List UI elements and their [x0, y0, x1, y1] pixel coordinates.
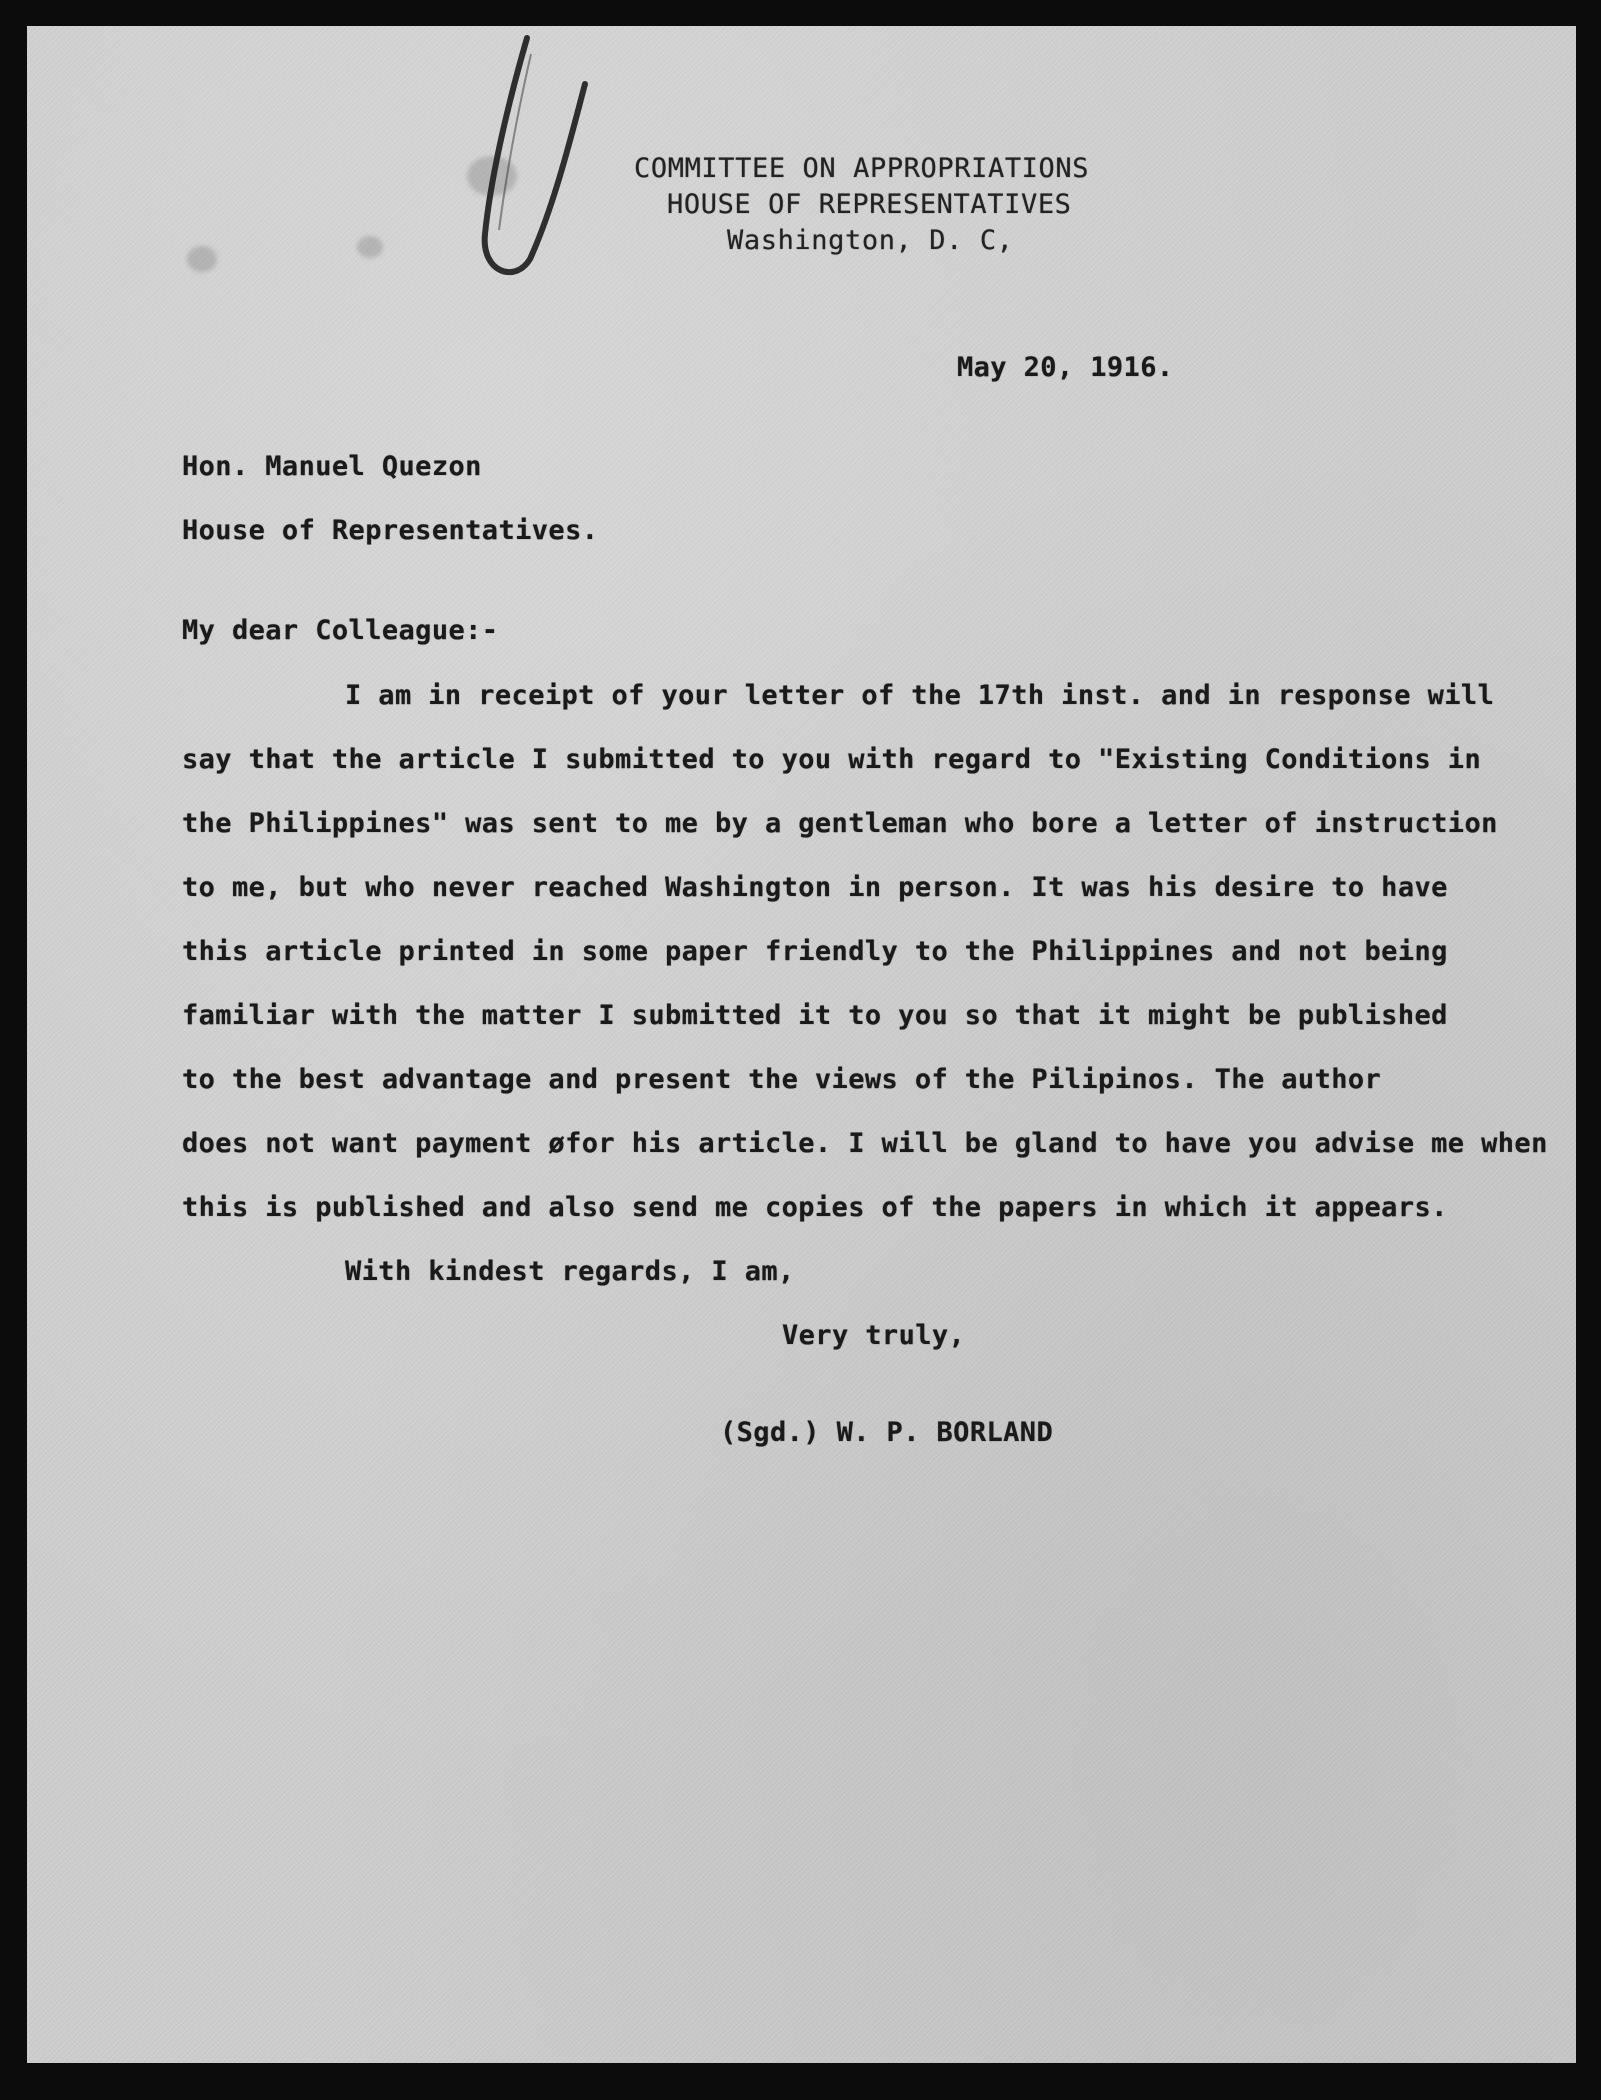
letterhead-house: HOUSE OF REPRESENTATIVES	[667, 189, 1072, 220]
ink-smudge	[357, 236, 383, 258]
recipient-body: House of Representatives.	[182, 515, 599, 546]
body-line: I am in receipt of your letter of the 17th inst. and in response will	[345, 680, 1495, 711]
body-line: this article printed in some paper friendly to the Philippines and not being	[182, 936, 1448, 967]
paper-clip-mark	[435, 34, 595, 294]
body-line: this is published and also send me copies of the papers in which it appears.	[182, 1192, 1448, 1223]
body-line: does not want payment øfor his article. I will be gland to have you advise me when	[182, 1128, 1548, 1159]
ink-smudge	[187, 246, 217, 272]
recipient-name: Hon. Manuel Quezon	[182, 451, 482, 482]
letter-date: May 20, 1916.	[957, 352, 1174, 383]
salutation: My dear Colleague:-	[182, 615, 499, 646]
body-line: to me, but who never reached Washington in person. It was his desire to have	[182, 872, 1448, 903]
body-line: to the best advantage and present the views of the Pilipinos. The author	[182, 1064, 1382, 1095]
ink-smudge	[467, 156, 517, 196]
letterhead-committee: COMMITTEE ON APPROPRIATIONS	[634, 153, 1090, 184]
body-line: familiar with the matter I submitted it to you so that it might be published	[182, 1000, 1448, 1031]
body-line: the Philippines" was sent to me by a gentleman who bore a letter of instruction	[182, 808, 1498, 839]
letter-page	[27, 26, 1576, 2063]
closing-line: With kindest regards, I am,	[345, 1256, 795, 1287]
body-line: say that the article I submitted to you with regard to "Existing Conditions in	[182, 744, 1482, 775]
letterhead-city: Washington, D. C,	[727, 225, 1014, 256]
valediction: Very truly,	[782, 1320, 966, 1351]
signature: (Sgd.) W. P. BORLAND	[720, 1417, 1054, 1448]
